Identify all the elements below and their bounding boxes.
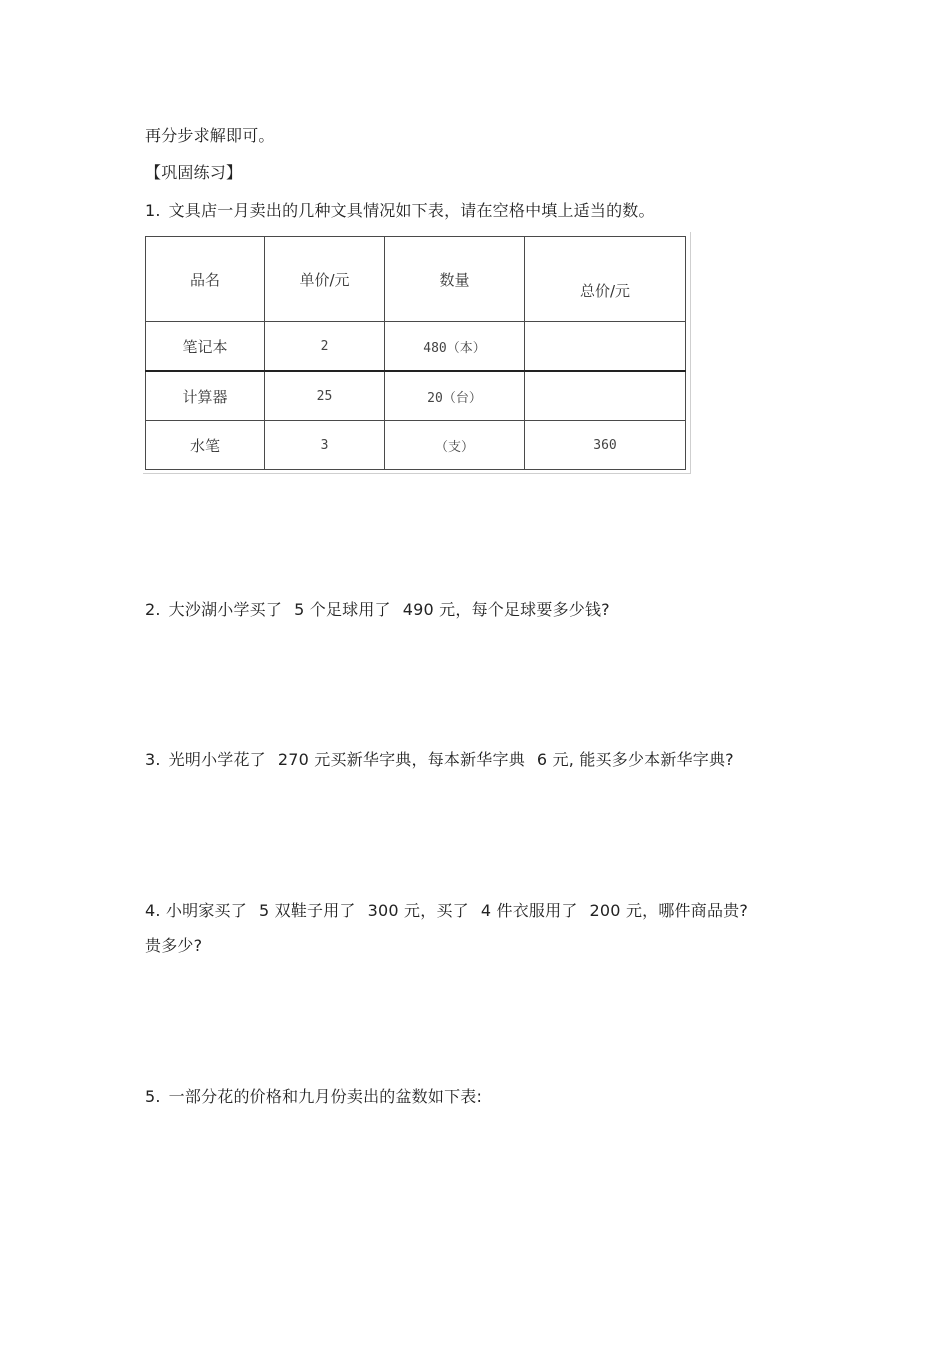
question-4-part-a: 4. 小明家买了 (145, 901, 247, 920)
question-1-number: 1. (145, 201, 161, 220)
cell-unit-price: 2 (265, 322, 385, 372)
cell-unit-price: 3 (265, 421, 385, 470)
question-3 (145, 750, 734, 770)
question-5-text: 一部分花的价格和九月份卖出的盆数如下表: (168, 1087, 483, 1106)
table-row (146, 322, 686, 372)
cell-total-price-blank[interactable] (525, 371, 686, 421)
cell-total-price: 360 (525, 421, 686, 470)
header-total-price (525, 237, 686, 322)
header-product-name: 品名 (146, 237, 265, 322)
cell-unit-price: 25 (265, 371, 385, 421)
question-1 (145, 201, 655, 221)
cell-quantity: 480（本） (385, 322, 525, 372)
cell-product-name: 水笔 (146, 421, 265, 470)
question-3-part-a: 光明小学花了 (168, 750, 266, 769)
question-4-line-2 (145, 936, 202, 956)
header-total-price-text: 总价/元 (579, 281, 631, 300)
question-2-part-b: 5 个足球用了 (294, 600, 391, 619)
question-4 (145, 901, 748, 921)
stationery-table-frame (143, 232, 691, 474)
intro-line (145, 126, 275, 146)
question-5-number: 5. (145, 1087, 161, 1106)
table-row (146, 371, 686, 421)
question-3-number: 3. (145, 750, 161, 769)
intro-text: 再分步求解即可。 (145, 126, 275, 145)
question-2-part-c: 490 元，每个足球要多少钱? (402, 600, 610, 619)
question-4-part-b: 5 双鞋子用了 (258, 901, 356, 920)
question-1-text: 文具店一月卖出的几种文具情况如下表，请在空格中填上适当的数。 (168, 201, 655, 220)
question-2-part-a: 大沙湖小学买了 (168, 600, 283, 619)
question-4-line-2-text: 贵多少? (145, 936, 203, 955)
question-2-number: 2. (145, 600, 161, 619)
question-3-part-b: 270 元买新华字典，每本新华字典 (277, 750, 525, 769)
header-quantity: 数量 (385, 237, 525, 322)
question-4-part-e: 200 元，哪件商品贵? (589, 901, 749, 920)
question-4-part-d: 4 件衣服用了 (480, 901, 578, 920)
cell-total-price-blank[interactable] (525, 322, 686, 372)
section-title-text: 【巩固练习】 (145, 163, 243, 182)
question-5 (145, 1087, 482, 1107)
header-unit-price: 单价/元 (265, 237, 385, 322)
cell-quantity-blank[interactable]: （支） (385, 421, 525, 470)
question-2 (145, 600, 610, 620)
cell-product-name: 笔记本 (146, 322, 265, 372)
question-4-part-c: 300 元，买了 (367, 901, 469, 920)
stationery-table (145, 236, 686, 470)
table-header-row (146, 237, 686, 322)
question-3-part-c: 6 元, 能买多少本新华字典? (536, 750, 734, 769)
table-row (146, 421, 686, 470)
cell-quantity: 20（台） (385, 371, 525, 421)
section-title (145, 163, 242, 183)
cell-product-name: 计算器 (146, 371, 265, 421)
